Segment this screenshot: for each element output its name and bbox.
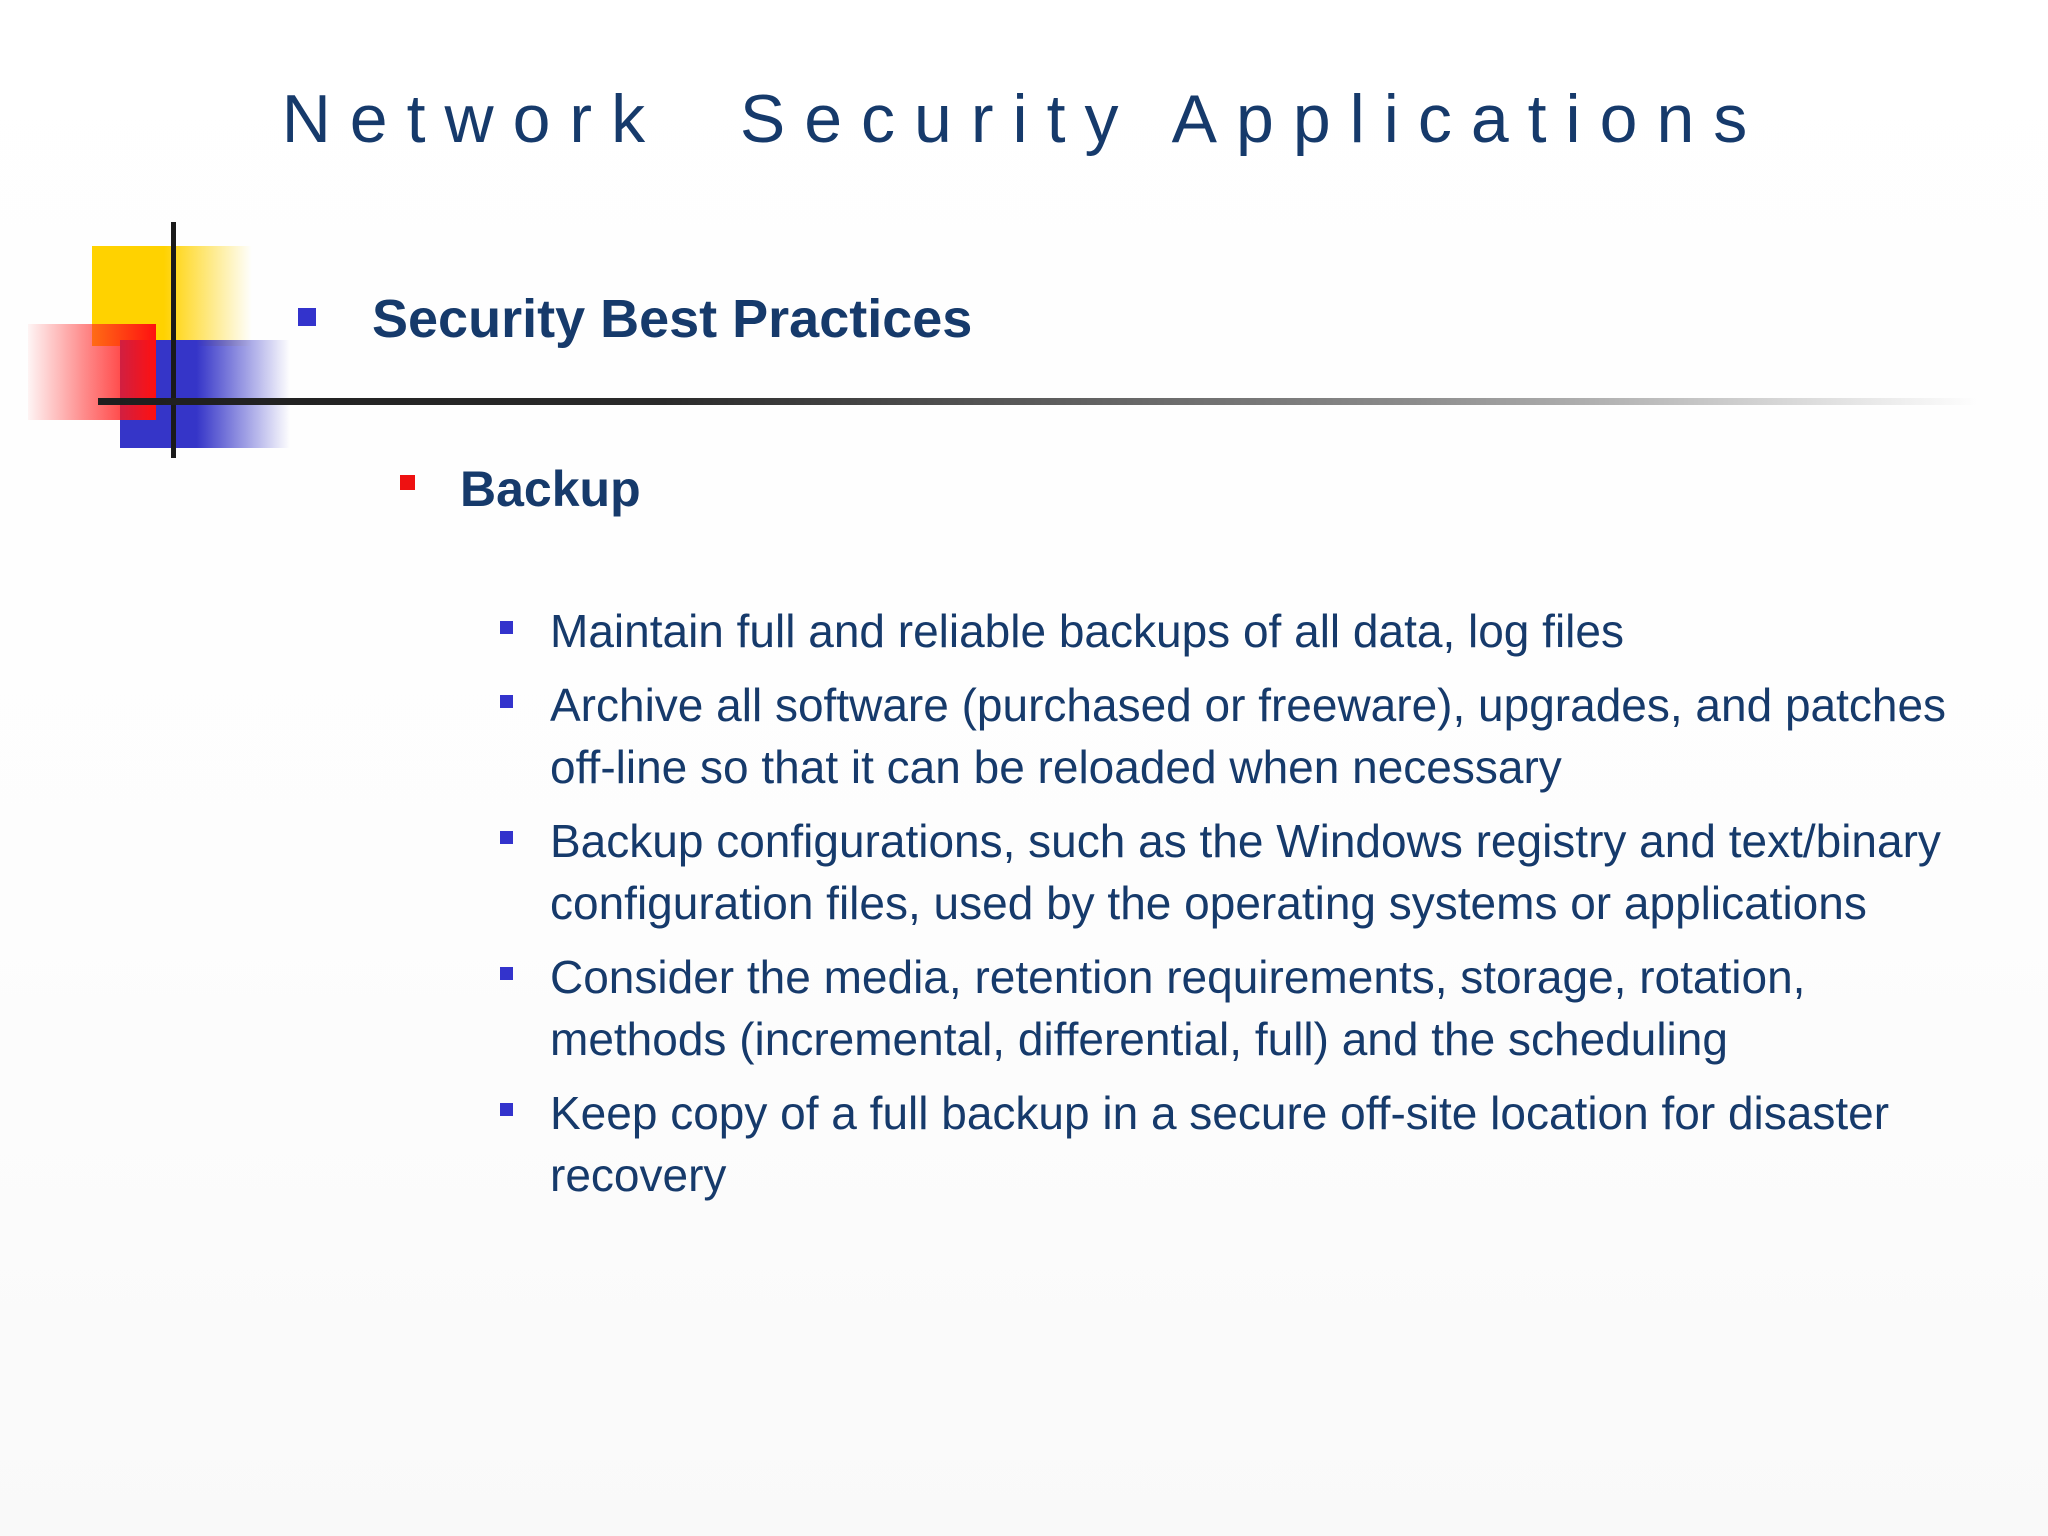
list-item-text: Keep copy of a full backup in a secure off-site location for disaster recovery [550, 1087, 1890, 1201]
list-item [500, 600, 1960, 662]
red-square-bullet-icon [400, 475, 415, 490]
list-item [500, 946, 1960, 1070]
blue-square-bullet-icon [298, 308, 316, 326]
blue-square-bullet-icon [500, 831, 513, 844]
decorative-red-block [28, 324, 156, 420]
list-item [500, 674, 1960, 798]
list-item-text: Archive all software (purchased or freeware), upgrades, and patches off-line so that it can be reloaded when necessary [550, 679, 1947, 793]
list-item-text: Consider the media, retention requirements, storage, rotation, methods (incremental, differential, full) and the scheduling [550, 951, 1806, 1065]
blue-square-bullet-icon [500, 967, 513, 980]
section-heading: Security Best Practices [372, 289, 973, 349]
slide-title: Network Security Applications [281, 81, 1767, 157]
blue-square-bullet-icon [500, 695, 513, 708]
backup-bullet-list [500, 600, 1960, 1218]
title-divider-line [98, 398, 1978, 405]
decorative-vertical-line [171, 222, 176, 458]
subsection-heading: Backup [460, 461, 641, 517]
list-item [500, 1082, 1960, 1206]
blue-square-bullet-icon [500, 1103, 513, 1116]
list-item-text: Maintain full and reliable backups of all data, log files [550, 605, 1624, 657]
list-item-text: Backup configurations, such as the Windows registry and text/binary configuration files, used by the operating systems or applications [550, 815, 1941, 929]
blue-square-bullet-icon [500, 621, 513, 634]
list-item [500, 810, 1960, 934]
